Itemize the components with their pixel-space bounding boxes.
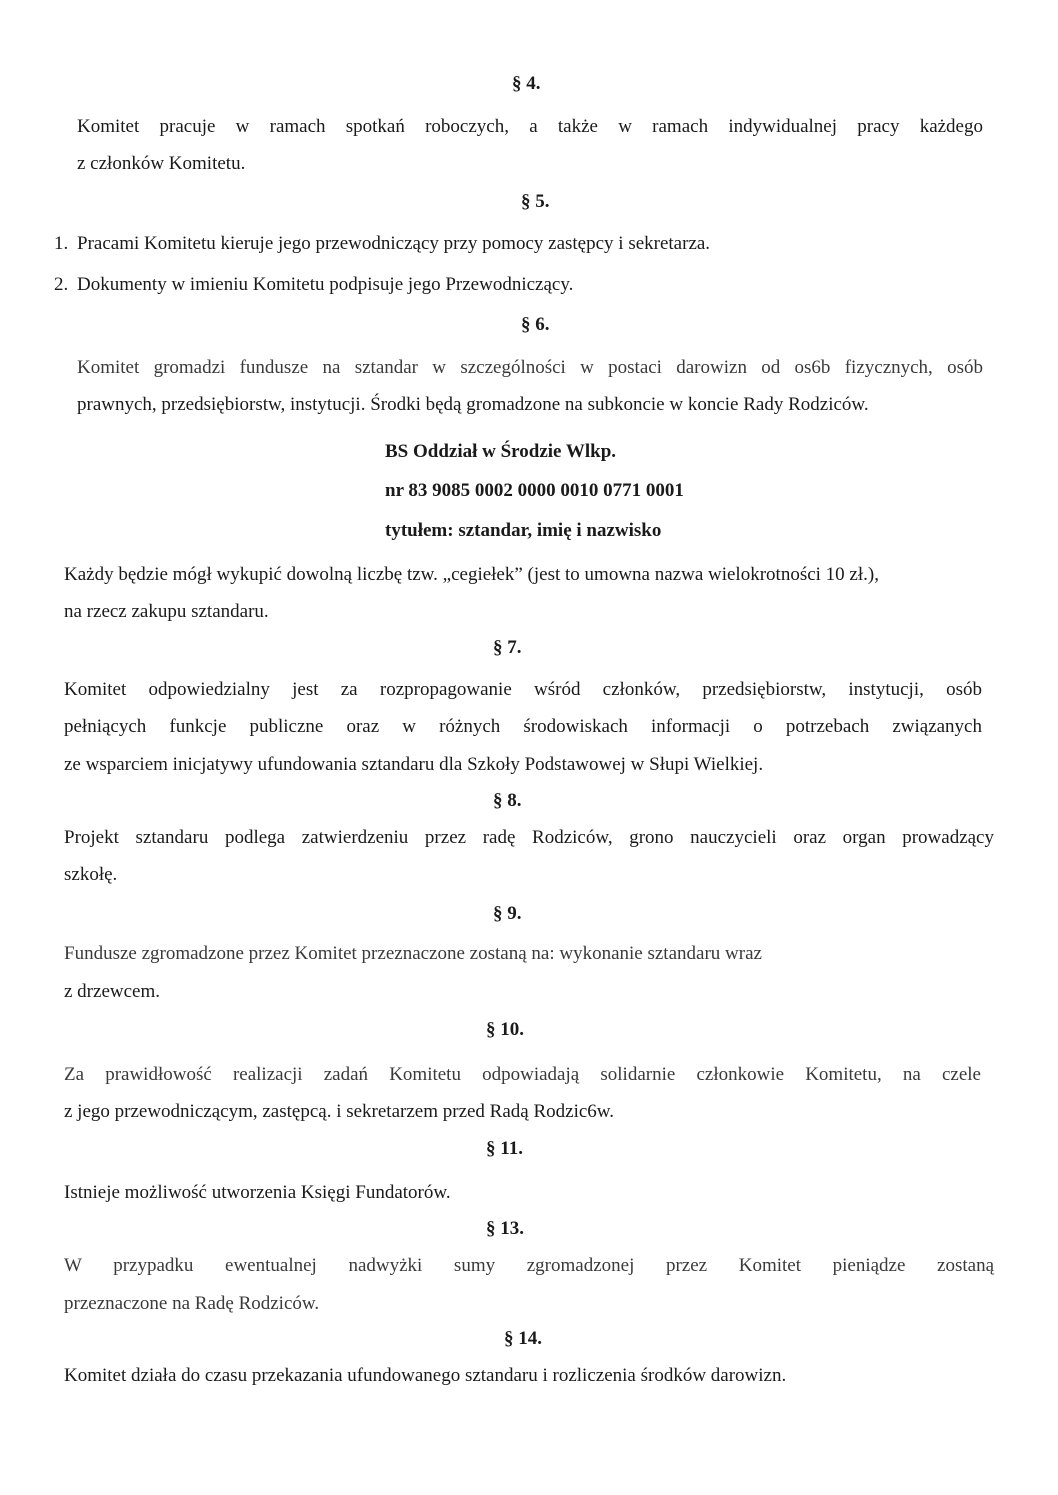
- section-7-text-line-3: ze wsparciem inicjatywy ufundowania sztandaru dla Szkoły Podstawowej w Słupi Wielkiej.: [64, 754, 764, 775]
- section-9-text-line-1: Fundusze zgromadzone przez Komitet przeznaczone zostaną na: wykonanie sztandaru wraz: [64, 943, 762, 964]
- section-8-heading: § 8.: [493, 790, 522, 811]
- section-8-text-line-2: szkołę.: [64, 864, 118, 885]
- section-6-heading: § 6.: [521, 314, 550, 335]
- section-5-item-1: Pracami Komitetu kieruje jego przewodniczący przy pomocy zastępcy i sekretarza.: [77, 233, 711, 254]
- section-13-heading: § 13.: [486, 1218, 524, 1239]
- section-10-text-line-1: Za prawidłowość realizacji zadań Komitetu odpowiadają solidarnie członkowie Komitetu, na czele: [64, 1064, 981, 1085]
- section-4-heading: § 4.: [512, 73, 541, 94]
- section-5-item-2: Dokumenty w imieniu Komitetu podpisuje jego Przewodniczący.: [77, 274, 574, 295]
- section-5-item-1-number: 1.: [54, 233, 69, 254]
- section-10-heading: § 10.: [486, 1019, 524, 1040]
- section-4-text-line-1: Komitet pracuje w ramach spotkań roboczych, a także w ramach indywidualnej pracy każdego: [77, 116, 983, 137]
- section-7-heading: § 7.: [493, 637, 522, 658]
- section-11-text-line-1: Istnieje możliwość utworzenia Księgi Fundatorów.: [64, 1182, 451, 1203]
- section-6-text-line-3: Każdy będzie mógł wykupić dowolną liczbę tzw. „cegiełek” (jest to umowna nazwa wielokrotności 10 zł.),: [64, 564, 879, 585]
- transfer-title: tytułem: sztandar, imię i nazwisko: [385, 520, 662, 541]
- section-13-text-line-1: W przypadku ewentualnej nadwyżki sumy zgromadzonej przez Komitet pieniądze zostaną: [64, 1255, 994, 1276]
- bank-account-number: nr 83 9085 0002 0000 0010 0771 0001: [385, 480, 684, 501]
- section-10-text-line-2: z jego przewodniczącym, zastępcą. i sekretarzem przed Radą Rodzic6w.: [64, 1101, 615, 1122]
- section-4-text-line-2: z członków Komitetu.: [77, 153, 246, 174]
- section-9-text-line-2: z drzewcem.: [64, 981, 160, 1002]
- section-6-text-line-1: Komitet gromadzi fundusze na sztandar w szczególności w postaci darowizn od os6b fizycznych, osób: [77, 357, 983, 378]
- section-11-heading: § 11.: [486, 1138, 523, 1159]
- section-7-text-line-2: pełniących funkcje publiczne oraz w różnych środowiskach informacji o potrzebach związanych: [64, 716, 982, 737]
- section-5-heading: § 5.: [521, 191, 550, 212]
- section-6-text-line-2: prawnych, przedsiębiorstw, instytucji. Środki będą gromadzone na subkoncie w koncie Rady Rodziców.: [77, 394, 869, 415]
- section-14-text-line-1: Komitet działa do czasu przekazania ufundowanego sztandaru i rozliczenia środków darowizn.: [64, 1365, 787, 1386]
- bank-name: BS Oddział w Środzie Wlkp.: [385, 441, 617, 462]
- section-14-heading: § 14.: [504, 1328, 542, 1349]
- section-6-text-line-4: na rzecz zakupu sztandaru.: [64, 601, 269, 622]
- section-7-text-line-1: Komitet odpowiedzialny jest za rozpropagowanie wśród członków, przedsiębiorstw, instytucji, osób: [64, 679, 982, 700]
- section-13-text-line-2: przeznaczone na Radę Rodziców.: [64, 1293, 320, 1314]
- section-5-item-2-number: 2.: [54, 274, 69, 295]
- section-9-heading: § 9.: [493, 903, 522, 924]
- section-8-text-line-1: Projekt sztandaru podlega zatwierdzeniu przez radę Rodziców, grono nauczycieli oraz organ prowadzący: [64, 827, 994, 848]
